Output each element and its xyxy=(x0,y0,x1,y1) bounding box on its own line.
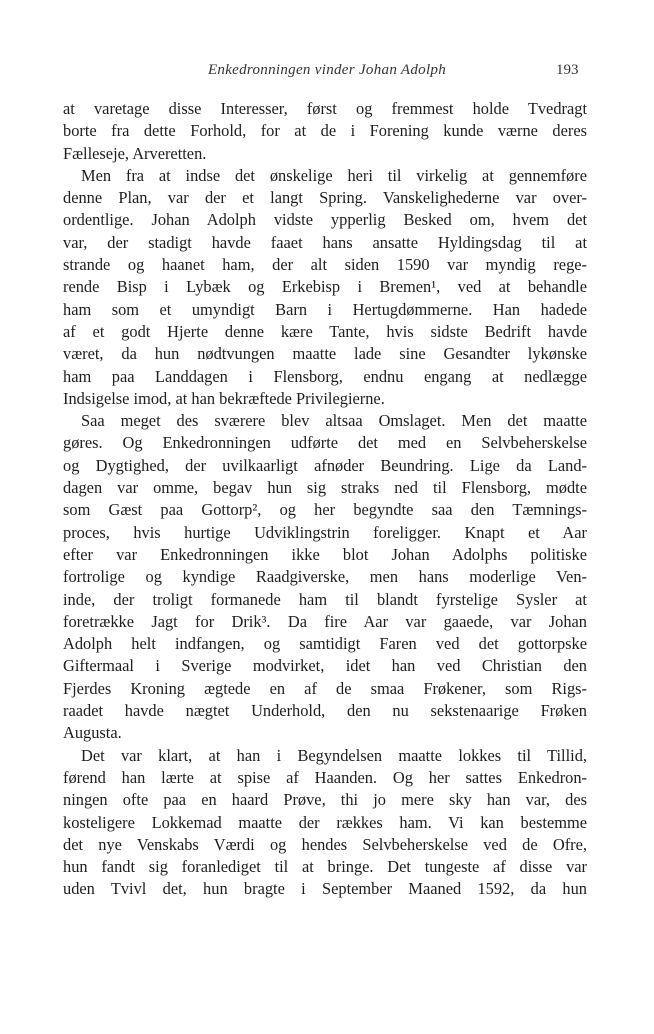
text-line: kosteligere Lokkemad maatte der rækkes ham. Vi kan bestemme xyxy=(63,812,587,832)
text-line: proces, hvis hurtige Udviklingstrin foreligger. Knapt et Aar xyxy=(63,522,587,542)
text-line: ham som et umyndigt Barn i Hertugdømmerne. Han hadede xyxy=(63,299,587,319)
text-line: raadet havde nægtet Underhold, den nu sekstenaarige Frøken xyxy=(63,701,587,721)
page-number: 193 xyxy=(556,62,579,78)
text-line: ordentlige. Johan Adolph vidste ypperlig Besked om, hvem det xyxy=(63,210,587,230)
text-line: rende Bisp i Lybæk og Erkebisp i Bremen¹, ved at behandle xyxy=(63,277,587,297)
text-line: at varetage disse Interesser, først og fremmest holde Tvedragt xyxy=(63,99,587,118)
text-line: uden Tvivl det, hun bragte i September Maaned 1592, da hun xyxy=(63,879,587,899)
text-line: dagen var omme, begav hun sig straks ned til Flensborg, mødte xyxy=(63,478,587,498)
text-line: af et godt Hjerte denne kære Tante, hvis sidste Bedrift havde xyxy=(63,321,587,341)
text-line: var, der stadigt havde faaet hans ansatte Hyldingsdag til at xyxy=(63,232,587,252)
text-line: inde, der troligt formanede ham til blandt fyrstelige Sysler at xyxy=(63,589,587,609)
text-line: det nye Venskabs Værdi og hendes Selvbeherskelse ved de Ofre, xyxy=(63,834,587,854)
text-line: strande og haanet ham, der alt siden 1590 var myndig rege- xyxy=(63,255,587,275)
text-line: ningen ofte paa en haard Prøve, thi jo mere sky han var, des xyxy=(63,790,587,810)
text-line: ham paa Landdagen i Flensborg, endnu engang at nedlægge xyxy=(63,366,587,386)
text-line: og Dygtighed, der uvilkaarligt afnøder Beundring. Lige da Land- xyxy=(63,455,587,475)
text-line: Saa meget des sværere blev altsaa Omslaget. Men det maatte xyxy=(81,411,587,431)
running-title: Enkedronningen vinder Johan Adolph xyxy=(207,62,447,78)
text-line: Fjerdes Kroning ægtede en af de smaa Frøkener, som Rigs- xyxy=(63,678,587,698)
text-line: borte fra dette Forhold, for at de i Forening kunde værne deres xyxy=(63,121,587,141)
text-line: foretrække Jagt for Drik³. Da fire Aar var gaaede, var Johan xyxy=(63,611,587,631)
text-line: Augusta. xyxy=(63,723,122,743)
text-line: førend han lærte at spise af Haanden. Og her sattes Enkedron- xyxy=(63,767,587,787)
text-line: Giftermaal i Sverige modvirket, idet han ved Christian den xyxy=(63,656,587,676)
body-text xyxy=(63,98,587,901)
text-line: Det var klart, at han i Begyndelsen maatte lokkes til Tillid, xyxy=(81,745,587,765)
text-line: fortrolige og kyndige Raadgiverske, men hans moderlige Ven- xyxy=(63,567,587,587)
text-line: gøres. Og Enkedronningen udførte det med en Selvbeherskelse xyxy=(63,433,587,453)
text-line: hun fandt sig foranlediget til at bringe. Det tungeste af disse var xyxy=(63,857,587,877)
text-line: været, da hun nødtvungen maatte lade sine Gesandter lykønske xyxy=(63,344,587,364)
text-line: Indsigelse imod, at han bekræftede Privilegierne. xyxy=(63,388,385,408)
text-line: Adolph helt indfangen, og samtidigt Faren ved det gottorpske xyxy=(63,634,587,654)
text-line: efter var Enkedronningen ikke blot Johan Adolphs politiske xyxy=(63,544,587,564)
text-line: Fælleseje, Arveretten. xyxy=(63,143,207,163)
text-line: denne Plan, var der et langt Spring. Vanskelighederne var over- xyxy=(63,188,587,208)
text-line: som Gæst paa Gottorp², og her begyndte saa den Tæmnings- xyxy=(63,500,587,520)
text-line: Men fra at indse det ønskelige heri til virkelig at gennemføre xyxy=(81,165,587,185)
